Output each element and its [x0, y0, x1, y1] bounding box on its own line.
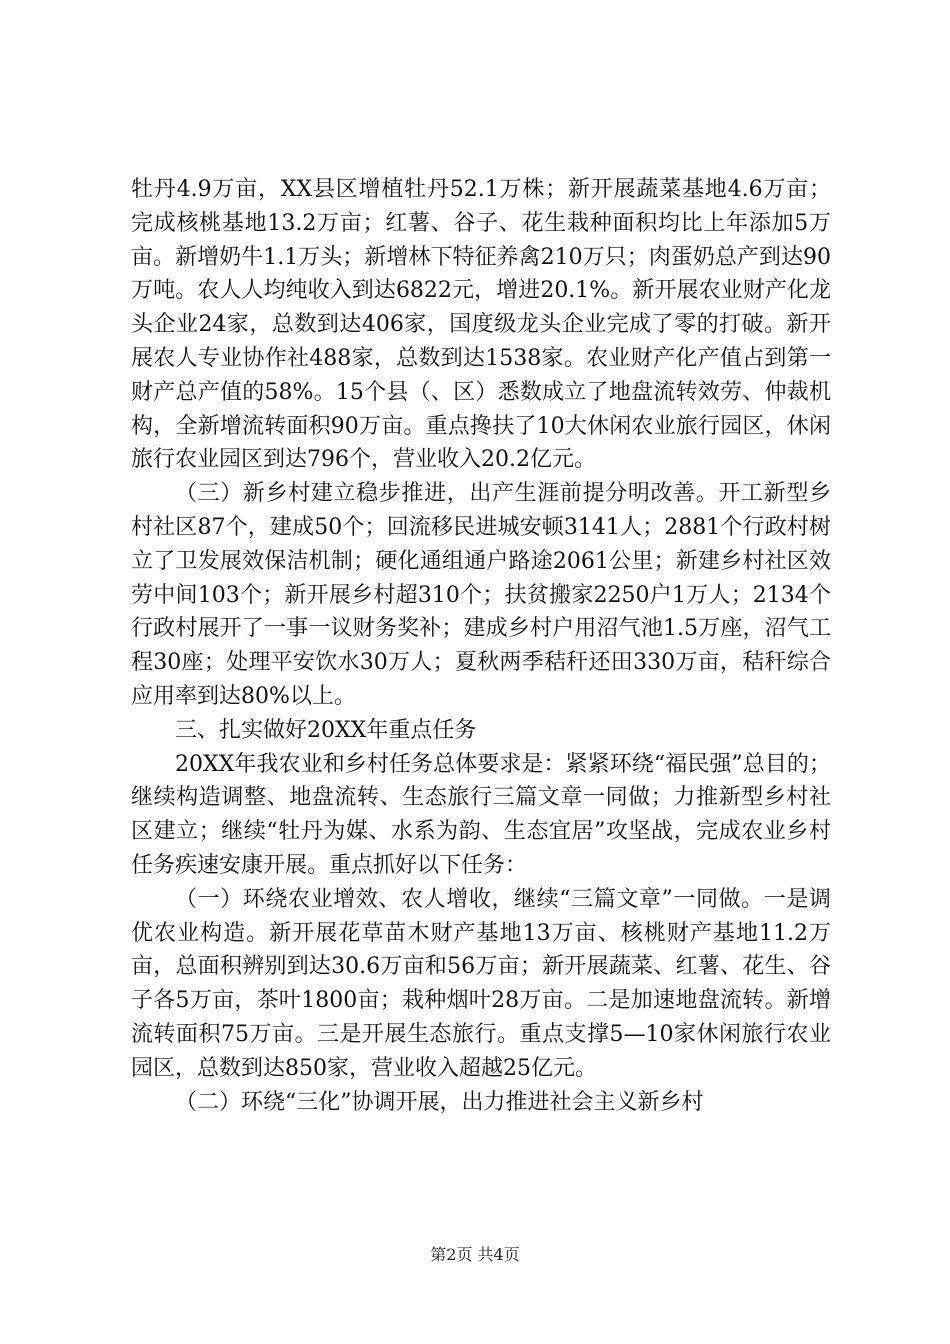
paragraph-agriculture-stats: 牡丹4.9万亩，XX县区增植牡丹52.1万株；新开展蔬菜基地4.6万亩；完成核桃基地13.2万亩；红薯、谷子、花生栽种面积均比上年添加5万亩。新增奶牛1.1万头；新增林下特征养禽210万只；肉蛋奶总产到达90万吨。农人人均纯收入到达6822元，增进20.1%。新开展农业财产化龙头企业24家，总数到达406家，国度级龙头企业完成了零的打破。新开展农人专业协作社488家，总数到达1538家。农业财产化产值占到第一财产总产值的58%。15个县（、区）悉数成立了地盘流转效劳、仲裁机构，全新增流转面积90万亩。重点搀扶了10大休闲农业旅行园区，休闲旅行农业园区到达796个，营业收入20.2亿元。	[131, 177, 831, 473]
paragraph-overall-requirements: 20XX年我农业和乡村任务总体要求是：紧紧环绕“福民强”总目的；继续构造调整、地盘流转、生态旅行三篇文章一同做；力推新型乡村社区建立；继续“牡丹为媒、水系为韵、生态宜居”攻坚战，完成农业乡村任务疾速安康开展。重点抓好以下任务：	[131, 751, 831, 878]
paragraph-task-one: （一）环绕农业增效、农人增收，继续“三篇文章”一同做。一是调优农业构造。新开展花草苗木财产基地13万亩、核桃财产基地11.2万亩，总面积辨别到达30.6万亩和56万亩；新开展蔬菜、红薯、花生、谷子各5万亩，茶叶1800亩；栽种烟叶28万亩。二是加速地盘流转。新增流转面积75万亩。三是开展生态旅行。重点支撑5—10家休闲旅行农业园区，总数到达850家，营业收入超越25亿元。	[131, 886, 831, 1081]
paragraph-task-two: （二）环绕“三化”协调开展，出力推进社会主义新乡村	[175, 1089, 704, 1115]
paragraph-new-rural-construction: （三）新乡村建立稳步推进，出产生涯前提分明改善。开工新型乡村社区87个，建成50个；回流移民进城安顿3141人；2881个行政村树立了卫发展效保洁机制；硬化通组通户路途2061公里；新建乡村社区效劳中间103个；新开展乡村超310个；扶贫搬家2250户1万人；2134个行政村展开了一事一议财务奖补；建成乡村户用沼气池1.5万座，沼气工程30座；处理平安饮水30万人；夏秋两季秸秆还田330万亩，秸秆综合应用率到达80%以上。	[131, 481, 831, 709]
section-heading-key-tasks: 三、扎实做好20XX年重点任务	[175, 717, 477, 743]
document-body	[131, 173, 831, 1119]
page-number-footer: 第2页 共4页	[430, 1245, 520, 1264]
